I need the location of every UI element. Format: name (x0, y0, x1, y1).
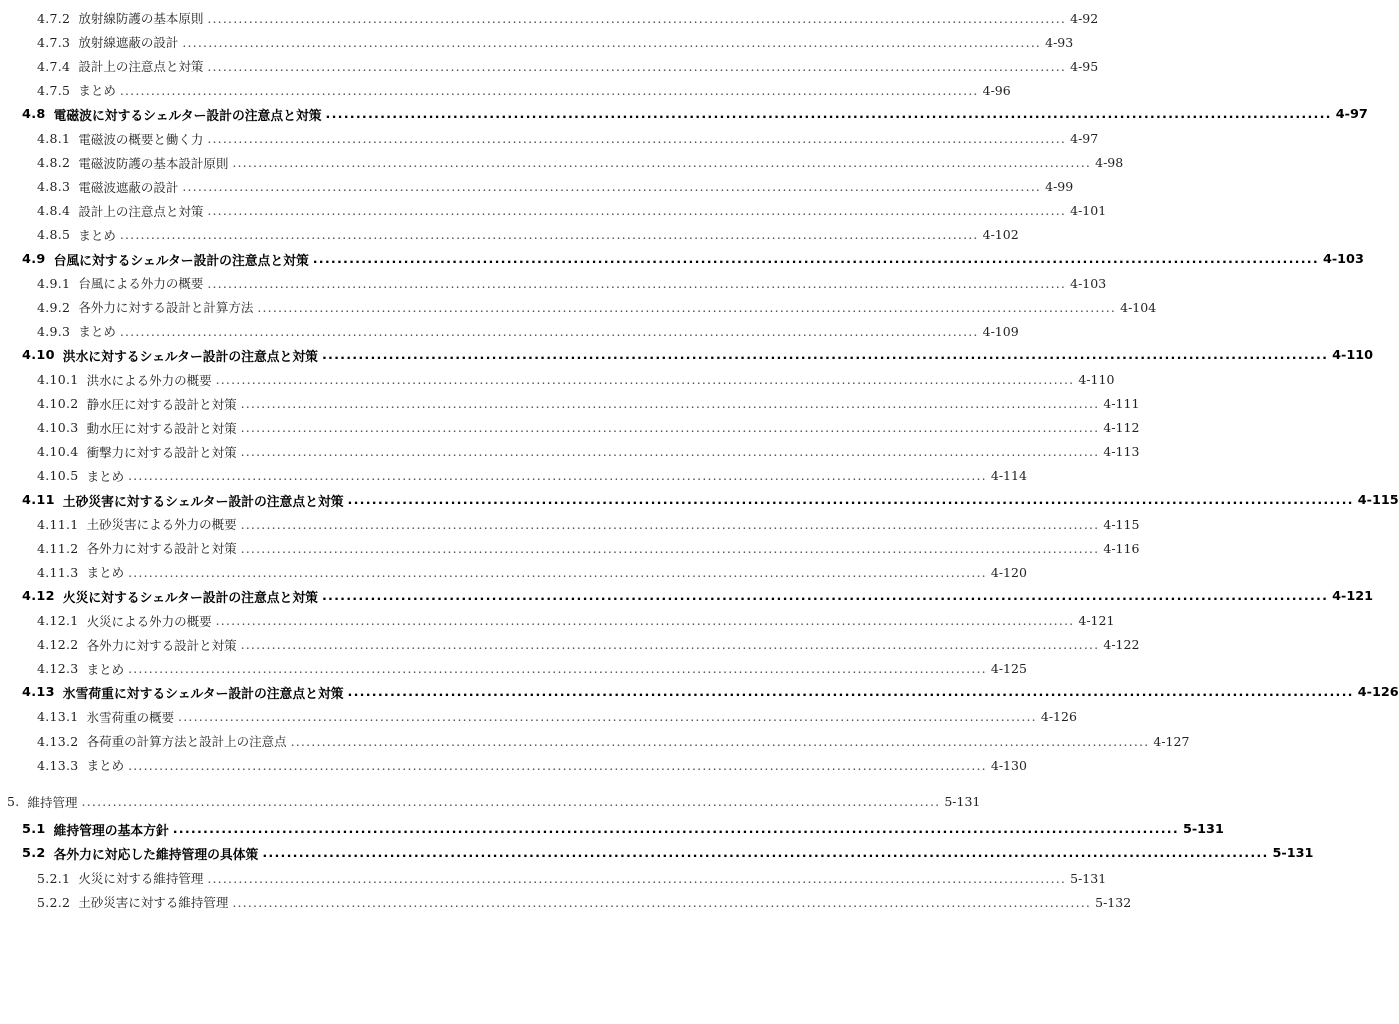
toc-section-entry[interactable] (22, 488, 1399, 512)
toc-entry-page-number: 5-132 (1095, 894, 1132, 910)
toc-entry-title: 氷雪荷重の概要 (86, 709, 175, 725)
toc-dot-leader: ...................................................................................................................................................................... (207, 203, 1067, 219)
toc-entry-number: 4.8.2 (37, 155, 71, 171)
toc-entry-number: 4.10.1 (37, 372, 79, 387)
toc-subsection-entry[interactable] (37, 753, 1027, 777)
toc-entry-title: 土砂災害による外力の概要 (86, 517, 237, 533)
toc-entry-number: 4.10 (22, 347, 55, 363)
toc-dot-leader: ...................................................................................................................................................................... (128, 661, 987, 677)
toc-subsection-entry[interactable] (37, 536, 1140, 560)
toc-entry-page-number: 4-122 (1103, 637, 1140, 653)
toc-entry-page-number: 4-110 (1332, 347, 1374, 363)
toc-subsection-entry[interactable] (37, 295, 1157, 319)
toc-entry-title: 設計上の注意点と対策 (78, 203, 204, 219)
toc-dot-leader: ...................................................................................................................................................................... (128, 564, 987, 580)
toc-entry-page-number: 4-103 (1322, 251, 1364, 267)
toc-entry-title: 各外力に対する設計と対策 (86, 637, 237, 653)
toc-entry-number: 4.10.2 (37, 396, 79, 412)
toc-entry-title: まとめ (78, 227, 116, 243)
toc-section-entry[interactable] (22, 247, 1364, 271)
toc-entry-title: 氷雪荷重に対するシェルター設計の注意点と対策 (62, 687, 344, 703)
toc-entry-page-number: 4-99 (1045, 179, 1074, 195)
toc-entry-page-number: 4-96 (982, 82, 1011, 98)
toc-entry-page-number: 4-125 (990, 661, 1027, 677)
toc-subsection-entry[interactable] (37, 464, 1027, 488)
toc-section-entry[interactable] (22, 343, 1374, 367)
toc-entry-number: 4.8.1 (37, 131, 71, 146)
toc-dot-leader: ...................................................................................................................................................................... (207, 870, 1067, 886)
toc-entry-title: 土砂災害に対するシェルター設計の注意点と対策 (62, 494, 344, 510)
toc-entry-title: まとめ (86, 661, 125, 677)
toc-entry-number: 4.13 (22, 685, 55, 701)
toc-dot-leader: ...................................................................................................................................................................... (81, 794, 941, 810)
toc-subsection-entry[interactable] (37, 223, 1019, 247)
toc-dot-leader: ...................................................................................................................................................................... (207, 10, 1067, 26)
toc-entry-number: 4.8.3 (37, 179, 71, 195)
toc-section-entry[interactable] (22, 584, 1374, 608)
toc-section-entry[interactable] (22, 102, 1368, 126)
toc-entry-page-number: 4-127 (1153, 733, 1190, 749)
toc-entry-title: 電磁波防護の基本設計原則 (78, 155, 229, 171)
toc-subsection-entry[interactable] (37, 271, 1107, 295)
toc-subsection-entry[interactable] (37, 6, 1099, 30)
toc-dot-leader: ...................................................................................................................................................................... (321, 588, 1329, 604)
toc-dot-leader: ...................................................................................................................................................................... (312, 251, 1319, 267)
toc-section-entry[interactable] (22, 818, 1224, 842)
toc-entry-number: 4.7.5 (37, 82, 71, 98)
toc-dot-leader: ...................................................................................................................................................................... (119, 323, 979, 339)
toc-section-entry[interactable] (22, 842, 1314, 866)
toc-entry-title: まとめ (78, 324, 116, 340)
toc-entry-number: 4.9.1 (37, 275, 71, 291)
toc-entry-number: 4.12.1 (37, 613, 79, 628)
toc-subsection-entry[interactable] (37, 368, 1115, 392)
toc-entry-page-number: 4-97 (1335, 106, 1368, 122)
toc-entry-title: 台風による外力の概要 (78, 276, 204, 292)
toc-entry-page-number: 4-115 (1357, 492, 1399, 508)
toc-entry-title: 洪水による外力の概要 (86, 372, 212, 388)
toc-entry-page-number: 4-120 (990, 564, 1027, 580)
toc-dot-leader: ...................................................................................................................................................................... (325, 106, 1332, 122)
toc-dot-leader: ...................................................................................................................................................................... (128, 757, 987, 773)
toc-dot-leader: ...................................................................................................................................................................... (207, 275, 1067, 291)
toc-subsection-entry[interactable] (37, 30, 1074, 54)
toc-chapter-entry[interactable] (7, 790, 981, 814)
toc-entry-page-number: 4-112 (1103, 420, 1140, 436)
toc-entry-title: 各外力に対応した維持管理の具体策 (53, 848, 259, 864)
toc-subsection-entry[interactable] (37, 78, 1011, 102)
toc-dot-leader: ...................................................................................................................................................................... (240, 540, 1100, 556)
toc-dot-leader: ...................................................................................................................................................................... (215, 613, 1075, 628)
toc-dot-leader: ...................................................................................................................................................................... (207, 58, 1067, 74)
toc-entry-page-number: 5-131 (1182, 822, 1224, 838)
toc-entry-number: 4.9.3 (37, 323, 71, 339)
toc-entry-title: 電磁波に対するシェルター設計の注意点と対策 (53, 108, 322, 124)
toc-entry-number: 4.7.3 (37, 34, 71, 50)
toc-dot-leader: ...................................................................................................................................................................... (119, 82, 979, 98)
toc-entry-title: まとめ (86, 468, 125, 484)
toc-dot-leader: ...................................................................................................................................................................... (347, 685, 1354, 701)
toc-entry-title: 維持管理の基本方針 (53, 824, 169, 840)
toc-subsection-entry[interactable] (37, 512, 1140, 536)
toc-subsection-entry[interactable] (37, 199, 1107, 223)
toc-subsection-entry[interactable] (37, 890, 1132, 914)
toc-entry-title: 洪水に対するシェルター設計の注意点と対策 (62, 349, 318, 365)
toc-dot-leader: ...................................................................................................................................................................... (232, 155, 1092, 171)
toc-entry-number: 5.1 (22, 822, 46, 838)
toc-dot-leader: ...................................................................................................................................................................... (290, 733, 1150, 749)
toc-entry-page-number: 4-109 (982, 323, 1019, 339)
toc-subsection-entry[interactable] (37, 54, 1099, 78)
toc-dot-leader: ...................................................................................................................................................................... (262, 846, 1269, 862)
toc-entry-number: 4.9 (22, 251, 46, 267)
toc-entry-number: 5. (7, 794, 20, 810)
toc-entry-title: まとめ (78, 83, 116, 99)
toc-entry-page-number: 4-93 (1045, 34, 1074, 50)
toc-entry-number: 4.13.2 (37, 733, 79, 749)
toc-entry-page-number: 4-92 (1070, 10, 1099, 26)
toc-entry-page-number: 5-131 (944, 794, 981, 810)
toc-dot-leader: ...................................................................................................................................................................... (240, 444, 1100, 460)
toc-entry-number: 4.11.2 (37, 540, 79, 556)
toc-dot-leader: ...................................................................................................................................................................... (232, 894, 1092, 910)
toc-dot-leader: ...................................................................................................................................................................... (240, 637, 1100, 653)
toc-subsection-entry[interactable] (37, 127, 1099, 151)
toc-entry-page-number: 4-114 (990, 468, 1027, 484)
toc-dot-leader: ...................................................................................................................................................................... (321, 347, 1329, 363)
toc-dot-leader: ...................................................................................................................................................................... (347, 492, 1354, 508)
toc-entry-title: 放射線遮蔽の設計 (78, 35, 179, 51)
toc-entry-page-number: 4-102 (982, 227, 1019, 243)
toc-entry-page-number: 5-131 (1272, 846, 1314, 862)
toc-dot-leader: ...................................................................................................................................................................... (240, 420, 1100, 436)
toc-subsection-entry[interactable] (37, 319, 1019, 343)
toc-entry-number: 4.13.1 (37, 709, 79, 725)
toc-entry-page-number: 4-104 (1120, 299, 1157, 315)
toc-entry-page-number: 4-95 (1070, 58, 1099, 74)
toc-entry-number: 4.12 (22, 588, 55, 604)
toc-entry-title: 火災に対する維持管理 (78, 871, 204, 886)
toc-entry-number: 4.11.1 (37, 516, 79, 532)
toc-entry-title: 各外力に対する設計と対策 (86, 541, 237, 557)
toc-subsection-entry[interactable] (37, 633, 1140, 657)
toc-entry-number: 4.12.3 (37, 661, 79, 677)
toc-entry-page-number: 4-130 (990, 757, 1027, 773)
toc-entry-title: 放射線防護の基本原則 (78, 11, 204, 26)
toc-entry-number: 4.10.5 (37, 468, 79, 484)
toc-entry-number: 4.10.4 (37, 444, 79, 460)
toc-entry-number: 4.7.4 (37, 58, 71, 74)
toc-entry-page-number: 4-121 (1332, 588, 1374, 604)
toc-entry-title: 電磁波の概要と働く力 (78, 131, 204, 147)
toc-dot-leader: ...................................................................................................................................................................... (215, 372, 1075, 387)
toc-entry-page-number: 4-116 (1103, 540, 1140, 556)
toc-dot-leader: ...................................................................................................................................................................... (207, 131, 1067, 146)
toc-entry-page-number: 4-113 (1103, 444, 1140, 460)
toc-dot-leader: ...................................................................................................................................................................... (240, 516, 1100, 532)
toc-dot-leader: ...................................................................................................................................................................... (182, 34, 1042, 50)
toc-entry-page-number: 4-115 (1103, 516, 1140, 532)
toc-entry-title: 動水圧に対する設計と対策 (86, 420, 237, 436)
toc-entry-title: 電磁波遮蔽の設計 (78, 179, 179, 195)
toc-dot-leader: ...................................................................................................................................................................... (172, 822, 1179, 838)
toc-dot-leader: ...................................................................................................................................................................... (119, 227, 979, 243)
toc-entry-page-number: 4-126 (1357, 685, 1399, 701)
toc-entry-number: 4.13.3 (37, 757, 79, 773)
toc-entry-title: 台風に対するシェルター設計の注意点と対策 (53, 253, 309, 269)
toc-subsection-entry[interactable] (37, 416, 1140, 440)
toc-entry-number: 4.8 (22, 106, 46, 122)
toc-entry-page-number: 4-126 (1040, 709, 1077, 725)
toc-subsection-entry[interactable] (37, 657, 1027, 681)
toc-entry-title: 設計上の注意点と対策 (78, 59, 204, 75)
toc-entry-page-number: 5-131 (1070, 870, 1107, 886)
toc-entry-number: 5.2.2 (37, 894, 71, 910)
toc-entry-number: 4.11.3 (37, 564, 79, 580)
toc-entry-title: 火災に対するシェルター設計の注意点と対策 (62, 590, 318, 606)
toc-entry-title: まとめ (86, 565, 125, 581)
toc-entry-page-number: 4-111 (1103, 396, 1140, 412)
toc-entry-number: 5.2 (22, 846, 46, 862)
toc-entry-number: 4.11 (22, 492, 55, 508)
toc-dot-leader: ...................................................................................................................................................................... (240, 396, 1100, 412)
toc-entry-page-number: 4-103 (1070, 275, 1107, 291)
toc-entry-title: 各外力に対する設計と計算方法 (78, 300, 254, 316)
toc-subsection-entry[interactable] (37, 609, 1115, 633)
toc-dot-leader: ...................................................................................................................................................................... (128, 468, 987, 484)
toc-subsection-entry[interactable] (37, 866, 1107, 890)
toc-entry-page-number: 4-97 (1070, 131, 1099, 146)
toc-entry-number: 4.12.2 (37, 637, 79, 653)
toc-entry-number: 4.8.4 (37, 203, 71, 219)
toc-subsection-entry[interactable] (37, 175, 1074, 199)
toc-entry-number: 4.9.2 (37, 299, 71, 315)
toc-subsection-entry[interactable] (37, 440, 1140, 464)
toc-entry-number: 4.10.3 (37, 420, 79, 436)
toc-subsection-entry[interactable] (37, 392, 1140, 416)
toc-subsection-entry[interactable] (37, 151, 1124, 175)
toc-entry-page-number: 4-98 (1095, 155, 1124, 171)
toc-subsection-entry[interactable] (37, 560, 1027, 584)
toc-entry-title: まとめ (86, 758, 125, 774)
toc-entry-title: 各荷重の計算方法と設計上の注意点 (86, 734, 287, 749)
toc-entry-title: 火災による外力の概要 (86, 613, 212, 629)
toc-dot-leader: ...................................................................................................................................................................... (182, 179, 1042, 195)
toc-subsection-entry[interactable] (37, 705, 1077, 729)
toc-entry-title: 衝撃力に対する設計と対策 (86, 444, 237, 460)
toc-subsection-entry[interactable] (37, 729, 1190, 753)
toc-entry-title: 土砂災害に対する維持管理 (78, 895, 229, 911)
toc-section-entry[interactable] (22, 681, 1399, 705)
toc-entry-title: 静水圧に対する設計と対策 (86, 396, 237, 412)
toc-entry-page-number: 4-110 (1078, 372, 1115, 387)
toc-dot-leader: ...................................................................................................................................................................... (257, 299, 1117, 315)
toc-entry-number: 4.8.5 (37, 227, 71, 243)
toc-dot-leader: ...................................................................................................................................................................... (178, 709, 1037, 725)
toc-entry-number: 4.7.2 (37, 10, 71, 26)
toc-entry-page-number: 4-121 (1078, 613, 1115, 628)
toc-entry-number: 5.2.1 (37, 870, 71, 886)
toc-entry-title: 維持管理 (27, 794, 78, 810)
toc-entry-page-number: 4-101 (1070, 203, 1107, 219)
